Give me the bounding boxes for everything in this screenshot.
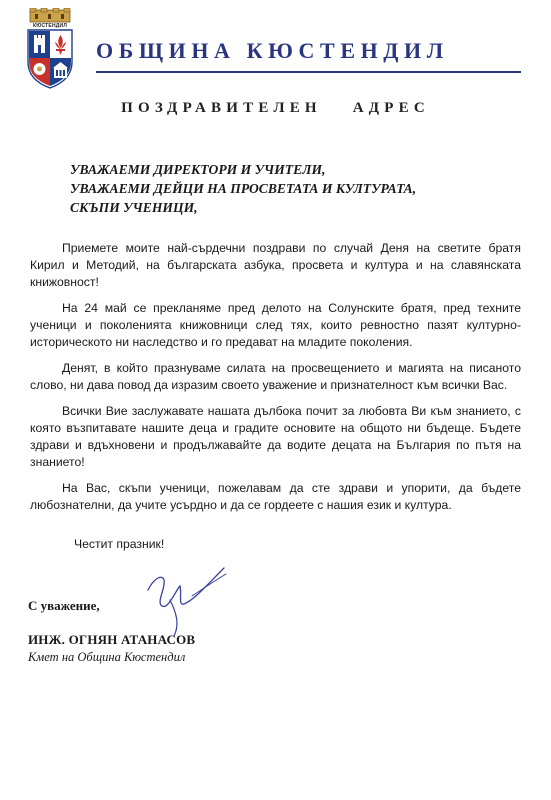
signer-name: ИНЖ. ОГНЯН АТАНАСОВ: [28, 632, 196, 647]
regards-line: С уважение,: [28, 598, 100, 613]
body-paragraph: Всички Вие заслужавате нашата дълбока почит за любовта Ви към знанието, с която възпитавате нашите деца и градите основите на общото ни бъдеще. Бъдете здрави и вдъхновени и продължавайте да водите децата на България по пътя на знанието!: [30, 404, 521, 469]
header-divider: [96, 71, 521, 73]
body-paragraph: На 24 май се прекланяме пред делото на Солунските братя, пред техните ученици и поколенията книжовници след тях, които ревностно пазят културно-историческото ни наследство и го предават на младите поколения.: [30, 301, 521, 349]
salutation-line: УВАЖАЕМИ ДЕЙЦИ НА ПРОСВЕТАТА И КУЛТУРАТА,: [70, 181, 417, 196]
body-paragraph: Приемете моите най-сърдечни поздрави по случай Деня на светите братя Кирил и Методий, на българската азбука, просвета и култура и на славянската книжовност!: [30, 241, 521, 289]
crest-caption: КЮСТЕНДИЛ: [32, 23, 68, 29]
salutation-line: УВАЖАЕМИ ДИРЕКТОРИ И УЧИТЕЛИ,: [70, 162, 326, 177]
signer-title: Кмет на Община Кюстендил: [28, 650, 186, 664]
document-title: ПОЗДРАВИТЕЛЕН АДРЕС: [121, 100, 430, 116]
salutation: [70, 160, 510, 217]
municipality-name: ОБЩИНА КЮСТЕНДИЛ: [96, 38, 449, 63]
handwritten-signature: [140, 560, 230, 640]
body-paragraph: На Вас, скъпи ученици, пожелавам да сте здрави и упорити, да бъдете любознателни, да учите усърдно и да се гордеете с нашия език и култура.: [30, 481, 521, 512]
salutation-line: СКЪПИ УЧЕНИЦИ,: [70, 200, 198, 215]
municipality-crest: [24, 8, 76, 90]
closing-line: Честит празник!: [74, 537, 165, 551]
crest-emblem-icon: [24, 8, 76, 90]
body-paragraph: Денят, в който празнуваме силата на просвещението и магията на писаното слово, ни дава повод да изразим своето уважение и признателност към всички Вас.: [30, 361, 521, 392]
letter-body: [30, 240, 521, 523]
